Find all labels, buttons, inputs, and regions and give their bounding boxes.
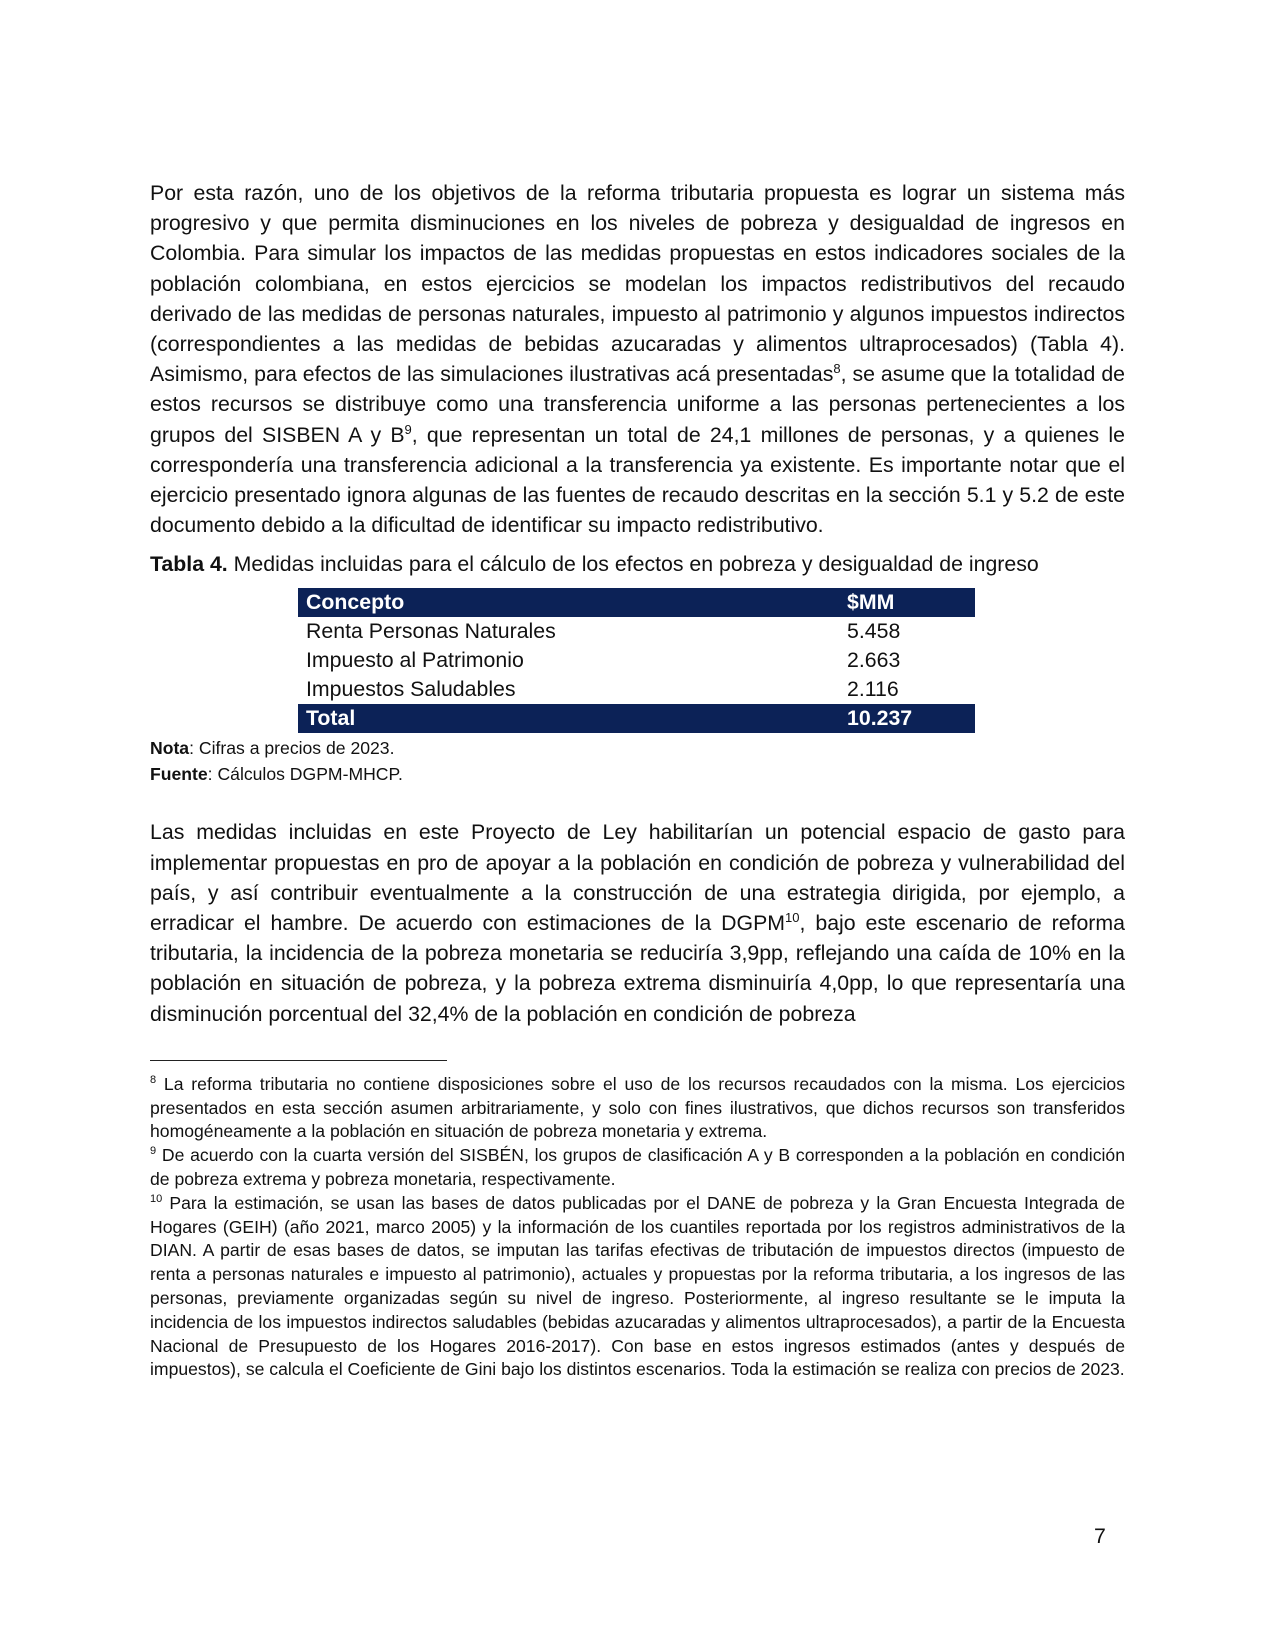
table-total-row [298,704,975,733]
table-cell-value: 5.458 [847,619,901,644]
table-caption-label: Tabla 4. [150,552,228,577]
table-notes [150,735,1125,787]
table-cell-concept: Impuestos Saludables [306,677,516,702]
source-label: Fuente [150,764,208,785]
paragraph-text: , se asume que la totalidad de estos recursos se distribuye como una transferencia uniforme a las personas pertenecientes a los grupos del SISBEN A y B [150,362,1126,447]
page-number: 7 [1094,1524,1106,1548]
source-text: : Cálculos DGPM-MHCP. [207,764,403,785]
footnote-text: Para la estimación, se usan las bases de datos publicadas por el DANE de pobreza y la Gran Encuesta Integrada de Hogares (GEIH) (año 2021, marco 2005) y la información de los cuantiles reportada por los registros administrativos de la DIAN. A partir de esas bases de datos, se imputan las tarifas efectivas de tributación de impuestos directos (impuesto de renta a personas naturales e impuesto al patrimonio), actuales y propuestas por la reforma tributaria, a los ingresos de las personas, previamente organizadas según su nivel de ingreso. Posteriormente, al ingreso resultante se le imputa la incidencia de los impuestos indirectos saludables (bebidas azucaradas y alimentos ultraprocesados), a partir de la Encuesta Nacional de Presupuesto de los Hogares 2016-2017). Con base en estos ingresos estimados (antes y después de impuestos), se calcula el Coeficiente de Gini bajo los distintos escenarios. Toda la estimación se realiza con precios de 2023. [150,1192,1125,1380]
paragraph-text: , bajo este escenario de reforma tributaria, la incidencia de la pobreza monetaria se reduciría 3,9pp, reflejando una caída de 10% en la población en situación de pobreza, y la pobreza extrema disminuiría 4,0pp, lo que representaría una disminución porcentual del 32,4% de la población en condición de pobreza [150,911,1125,1026]
table-cell-concept: Renta Personas Naturales [306,619,556,644]
body-paragraph-2 [150,817,1125,1028]
footnote-separator [150,1060,447,1061]
note-label: Nota [150,738,190,759]
footnote-10 [150,1192,1125,1382]
table-cell-value: 2.116 [847,677,899,702]
note-text: : Cifras a precios de 2023. [189,738,395,759]
table-total-label: Total [298,704,839,733]
table-row [298,646,975,675]
footnote-number: 9 [150,1145,157,1158]
table-header-concepto: Concepto [298,588,839,617]
table-caption-text: Medidas incluidas para el cálculo de los efectos en pobreza y desigualdad de ingreso [227,552,1039,577]
footnote-ref-10[interactable]: 10 [785,909,800,925]
table-source [150,761,1125,787]
footnote-ref-8[interactable]: 8 [833,361,841,377]
body-paragraph-1 [150,178,1125,540]
footnotes [150,1073,1125,1382]
footnote-text: De acuerdo con la cuarta versión del SISBÉN, los grupos de clasificación A y B corresponden a la población en condición de pobreza extrema y pobreza monetaria, respectivamente. [150,1145,1125,1190]
paragraph-text: , que representan un total de 24,1 millones de personas, y a quienes le correspondería una transferencia adicional a la transferencia ya existente. Es importante notar que el ejercicio presentado ignora algunas de las fuentes de recaudo descritas en la sección 5.1 y 5.2 de este documento debido a la dificultad de identificar su impacto redistributivo. [150,422,1125,538]
measures-table [298,588,975,733]
footnote-text: La reforma tributaria no contiene disposiciones sobre el uso de los recursos recaudados con la misma. Los ejercicios presentados en esta sección asumen arbitrariamente, y solo con fines ilustrativos, que dichos recursos son transferidos homogéneamente a la población en situación de pobreza monetaria y extrema. [150,1073,1125,1142]
table-header-mm: $MM [839,588,975,617]
footnote-number: 8 [150,1074,157,1086]
paragraph-text: Las medidas incluidas en este Proyecto de Ley habilitarían un potencial espacio de gasto para implementar propuestas en pro de apoyar a la población en condición de pobreza y vulnerabilidad del país, y así contribuir eventualmente a la construcción de una estrategia dirigida, por ejemplo, a erradicar el hambre. De acuerdo con estimaciones de la DGPM [150,820,1125,936]
paragraph-text: Por esta razón, uno de los objetivos de la reforma tributaria propuesta es lograr un sistema más progresivo y que permita disminuciones en los niveles de pobreza y desigualdad de ingresos en Colombia. Para simular los impactos de las medidas propuestas en estos indicadores sociales de la población colombiana, en estos ejercicios se modelan los impactos redistributivos del recaudo derivado de las medidas de personas naturales, impuesto al patrimonio y algunos impuestos indirectos (correspondientes a las medidas de bebidas azucaradas y alimentos ultraprocesados) (Tabla 4). Asimismo, para efectos de las simulaciones ilustrativas acá presentadas [150,181,1125,387]
footnote-ref-9[interactable]: 9 [404,421,412,437]
footnote-9 [150,1144,1125,1192]
footnote-number: 10 [150,1192,163,1205]
footnote-8 [150,1073,1125,1144]
table-cell-concept: Impuesto al Patrimonio [306,648,524,673]
document-page [150,178,1125,1382]
table-caption [150,549,1125,579]
table-total-value: 10.237 [839,704,975,733]
table-cell-value: 2.663 [847,648,901,673]
table-note [150,735,1125,761]
table-header-row [298,588,975,617]
table-row [298,617,975,646]
table-row [298,675,975,704]
